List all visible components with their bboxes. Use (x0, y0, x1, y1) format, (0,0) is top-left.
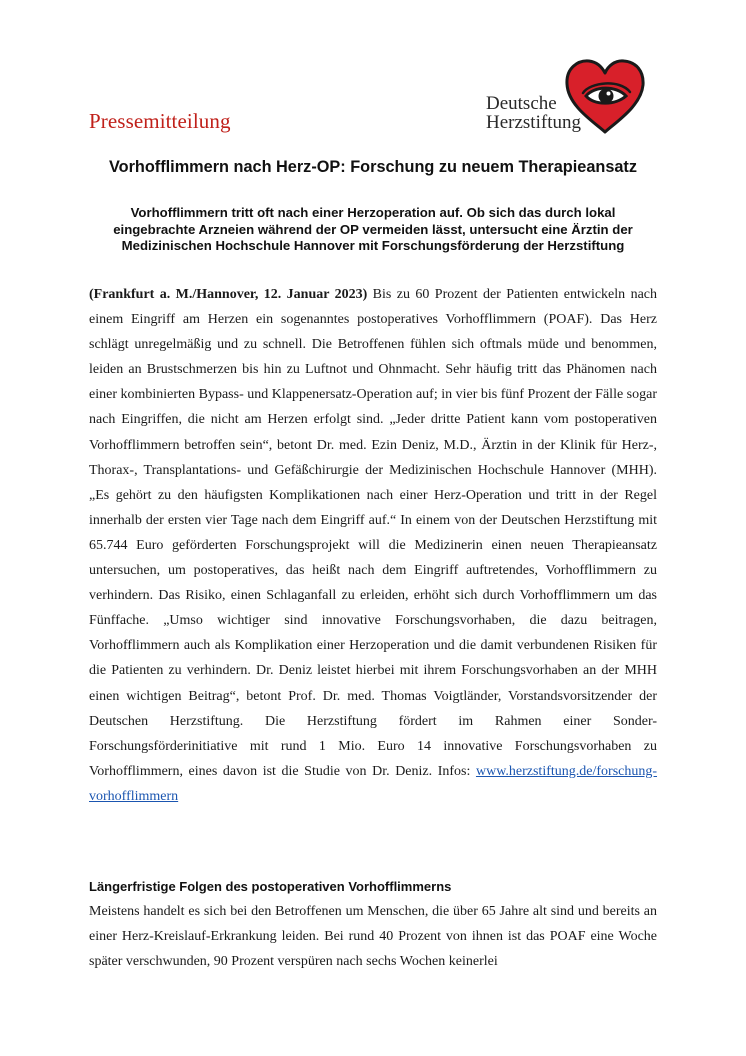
article-paragraph-2: Meistens handelt es sich bei den Betroffenen um Menschen, die über 65 Jahre alt sind und bereits an einer Herz-Kreislauf-Erkrankung leiden. Bei rund 40 Prozent von ihnen ist das POAF eine Woche später verschwunden, 90 Prozent verspüren nach sechs Wochen keinerlei (89, 904, 657, 970)
article-headline: Vorhofflimmern nach Herz-OP: Forschung zu neuem Therapieansatz (108, 158, 637, 176)
article-subheadline: Vorhofflimmern tritt oft nach einer Herzoperation auf. Ob sich das durch lokal eingebrachte Arzneien während der OP vermeiden lässt, untersucht eine Ärztin der Medizinischen Hochschule Hannover mit Forschungsförderung der Herzstiftung (113, 205, 633, 254)
press-release-label: Pressemitteilung (89, 109, 231, 133)
paragraph-1-text: Bis zu 60 Prozent der Patienten entwickeln nach einem Eingriff am Herzen ein sogenanntes postoperatives Vorhofflimmern (POAF). Das Herz schlägt unregelmäßig und zu schnell. Die Betroffenen fühlen sich oftmals müde und benommen, leiden an Brustschmerzen bis hin zu Luftnot und Ohnmacht. Sehr häufig tritt das Phänomen nach einer kombinierten Bypass- und Klappenersatz-Operation auf; in vier bis fünf Prozent der Fälle sogar nach Eingriffen, die nicht am Herzen erfolgt sind. „Jeder dritte Patient kann vom postoperativen Vorhofflimmern betroffen sein“, betont Dr. med. Ezin Deniz, M.D., Ärztin in der Klinik für Herz-, Thorax-, Transplantations- und Gefäßchirurgie der Medizinischen Hochschule Hannover (MHH). „Es gehört zu den häufigsten Komplikationen nach einer Herz-Operation und tritt in der Regel innerhalb der ersten vier Tage nach dem Eingriff auf.“ In einem von der Deutschen Herzstiftung mit 65.744 Euro geförderten Forschungsprojekt will die Medizinerin einen neuen Therapieansatz untersuchen, um postoperatives, das heißt nach dem Eingriff auftretendes, Vorhofflimmern zu verhindern. Das Risiko, einen Schlaganfall zu erleiden, erhöht sich durch Vorhofflimmern um das Fünffache. „Umso wichtiger sind innovative Forschungsvorhaben, die dazu beitragen, Vorhofflimmern auch als Komplikation einer Herzoperation und die damit verbundenen Risiken für die Patienten zu verhindern. Dr. Deniz leistet hierbei mit ihrem Forschungsvorhaben an der MHH einen wichtigen Beitrag“, betont Prof. Dr. med. Thomas Voigtländer, Vorstandsvorsitzender der Deutschen Herzstiftung. Die Herzstiftung fördert im Rahmen einer Sonder-Forschungsförderinitiative mit rund 1 Mio. Euro 14 innovative Forschungsvorhaben zu Vorhofflimmern, eines davon ist die Studie von Dr. Deniz. Infos: (89, 287, 657, 779)
logo-line-deutsche: Deutsche (486, 93, 557, 114)
logo-wordmark (486, 94, 581, 132)
logo-line-herzstiftung: Herzstiftung (486, 112, 581, 133)
article-paragraph-1 (89, 282, 657, 809)
dateline: (Frankfurt a. M./Hannover, 12. Januar 2023) (89, 287, 368, 302)
section-heading: Längerfristige Folgen des postoperativen Vorhofflimmerns (89, 879, 452, 894)
herzstiftung-logo (486, 58, 662, 138)
research-link[interactable]: www.herzstiftung.de/forschung-vorhofflimmern (89, 763, 658, 804)
